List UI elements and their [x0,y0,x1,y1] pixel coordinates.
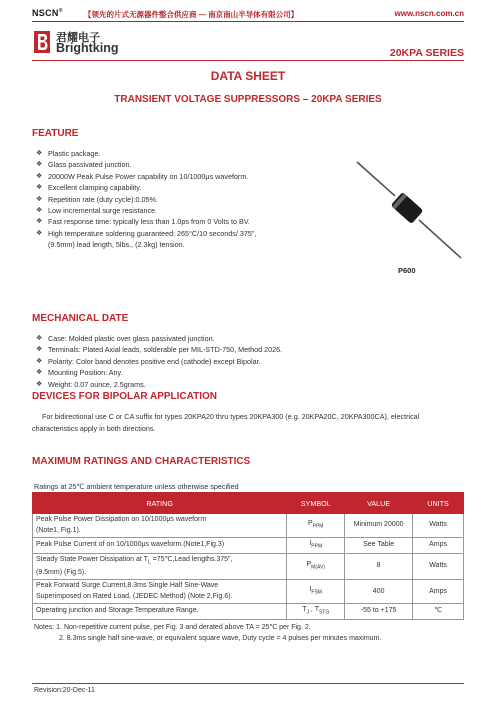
table-row [33,604,464,620]
diamond-bullet-icon: ❖ [36,172,43,180]
mechanical-heading: MECHANICAL DATE [32,313,129,324]
rating-cell: Peak Pulse Power Dissipation on 10/1000μs waveform (Note1, Fig.1). [33,514,287,538]
units-cell: ℃ [413,604,464,620]
table-row [33,553,464,579]
list-item: ❖ Polarity: Color band denotes positive end (cathode) except Bipolar. [36,356,261,366]
value-cell: 8 [345,553,413,579]
bipolar-heading: DEVICES FOR BIPOLAR APPLICATION [32,391,218,402]
nscn-logo: NSCN® [32,8,63,18]
p600-diode-icon [355,160,465,265]
note-2: 2. 8.3ms single half sine-wave, or equivalent square wave, Duty cycle = 4 pulses per minutes maximum. [59,635,382,642]
company-subtitle: 【领先的片式无源器件整合供应商 — 南京南山半导体有限公司】 [84,10,299,19]
bipolar-text: For bidirectional use C or CA suffix for types 20KPA20 thru types 20KPA300 (e.g. 20KPA20C, 20KPA300CA), electrical characteristics apply in both directions. [32,412,420,433]
revision-label: Revision:20-Dec-11 [34,687,95,694]
list-item: ❖ High temperature soldering guaranteed: 265°C/10 seconds/.375", [36,228,257,238]
list-item-continuation: (9.5mm) lead length, 5lbs., (2.3kg) tension. [48,240,185,250]
list-item: ❖ Mounting Position: Any. [36,368,123,378]
diamond-bullet-icon: ❖ [36,229,43,237]
top-bar [32,8,464,22]
header-divider [32,60,464,61]
table-row [33,514,464,538]
ratings-note: Ratings at 25℃ ambient temperature unless otherwise specified [34,482,239,491]
note-1: Notes: 1. Non-repetitive current pulse, per Fig. 3 and derated above TA = 25℃ per Fig. 2. [34,624,311,631]
units-cell: Watts [413,514,464,538]
diamond-bullet-icon: ❖ [36,161,43,169]
symbol-cell: $P_{M(AV)}$ [287,553,345,579]
diamond-bullet-icon: ❖ [36,150,43,157]
table-header-row [33,493,464,514]
brand-name-chinese: 君耀电子 [56,32,100,44]
ratings-table [32,492,464,620]
table-row [33,580,464,604]
mechanical-list [36,333,282,390]
symbol-cell: $I_{PPM}$ [287,538,345,554]
series-label: 20KPA SERIES [389,47,464,59]
website-url[interactable]: www.nscn.com.cn [394,9,464,18]
diamond-bullet-icon: ❖ [36,207,43,215]
page-subtitle: TRANSIENT VOLTAGE SUPPRESSORS – 20KPA SERIES [114,94,382,105]
units-cell: Watts [413,553,464,579]
rating-cell: Steady State Power Dissipation at $T_L$ =75℃,Lead lengths.375", (9.5mm) (Fig.5). [33,553,287,579]
diamond-bullet-icon: ❖ [36,218,43,226]
diamond-bullet-icon: ❖ [36,184,43,192]
units-cell: Amps [413,538,464,554]
list-item: ❖ Case: Molded plastic over glass passivated junction. [36,334,215,343]
list-item: ❖ Weight: 0.07 ounce, 2.5grams. [36,379,146,389]
diamond-bullet-icon: ❖ [36,369,43,377]
list-item: ❖ Plastic package. [36,149,101,158]
column-header-value: VALUE [345,493,413,514]
list-item: ❖ Fast response time: typically less than 1.0ps from 0 Volts to BV. [36,217,250,227]
diamond-bullet-icon: ❖ [36,357,43,365]
value-cell: 400 [345,580,413,604]
column-header-symbol: SYMBOL [287,493,345,514]
symbol-cell: $I_{FSM}$ [287,580,345,604]
symbol-cell: $P_{PPM}$ [287,514,345,538]
units-cell: Amps [413,580,464,604]
column-header-rating: RATING [33,493,287,514]
top-divider [32,21,464,22]
diamond-bullet-icon: ❖ [36,380,43,388]
package-label: P600 [398,266,416,275]
list-item: ❖ Excellent clamping capability. [36,183,142,193]
ratings-heading: MAXIMUM RATINGS AND CHARACTERISTICS [32,456,251,467]
rating-cell: Peak Pulse Current of on 10/1000μs waveform.(Note1,Fig.3) [33,538,287,554]
list-item: ❖ Glass passivated junction. [36,160,132,170]
diamond-bullet-icon: ❖ [36,195,43,203]
column-header-units: UNITS [413,493,464,514]
list-item: ❖ Repetition rate (duty cycle):0.05%. [36,194,158,204]
brightking-logo-icon [34,31,50,53]
diamond-bullet-icon: ❖ [36,346,43,354]
value-cell: Minimum 20000 [345,514,413,538]
page-title: DATA SHEET [210,69,286,83]
diamond-bullet-icon: ❖ [36,335,43,342]
notes [34,622,381,644]
brand-name-english: Brightking [56,41,119,55]
list-item: ❖ 20000W Peak Pulse Power capability on 10/1000μs waveform. [36,171,249,181]
list-item: ❖ Terminals: Plated Axial leads, solderable per MIL-STD-750, Method 2026. [36,345,283,355]
footer-divider [32,683,464,684]
feature-heading: FEATURE [32,128,79,139]
feature-list [36,148,256,251]
table-row [33,538,464,554]
list-item: ❖ Low incremental surge resistance. [36,206,158,216]
value-cell: -55 to +175 [345,604,413,620]
value-cell: See Table [345,538,413,554]
rating-cell: Operating junction and Storage Temperature Range. [33,604,287,620]
symbol-cell: $T_J$ , $T_{STG}$ [287,604,345,620]
rating-cell: Peak Forward Surge Current,8.3ms Single Half Sine-Wave Superimposed on Rated Load, (JEDEC Method) (Note 2,Fig.6). [33,580,287,604]
